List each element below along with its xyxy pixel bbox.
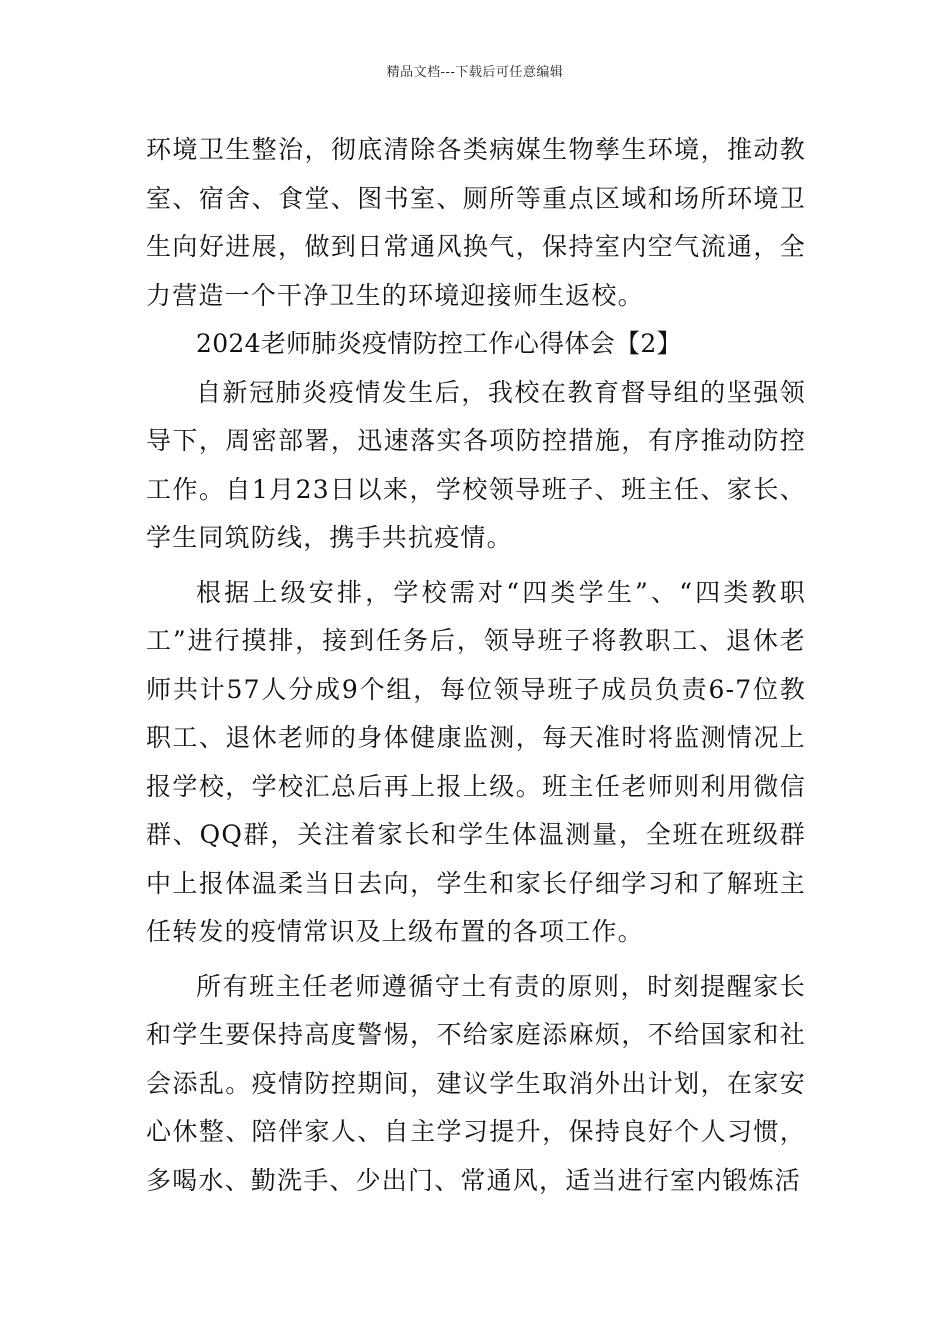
page-header: 精品文档---下载后可任意编辑 [386, 65, 564, 80]
paragraph: 自新冠肺炎疫情发生后，我校在教育督导组的坚强领导下，周密部署，迅速落实各项防控措施，有序推动防控工作。自1月23日以来，学校领导班子、班主任、家长、学生同筑防线，携手共抗疫情。 [146, 377, 806, 552]
section-heading: 2024老师肺炎疫情防控工作心得体会【2】 [196, 329, 682, 358]
paragraph: 所有班主任老师遵循守土有责的原则，时刻提醒家长和学生要保持高度警惕，不给家庭添麻烦，不给国家和社会添乱。疫情防控期间，建议学生取消外出计划，在家安心休整、陪伴家人、自主学习提升，保持良好个人习惯，多喝水、勤洗手、少出门、常通风，适当进行室内锻炼活 [146, 971, 806, 1195]
document-body [146, 126, 806, 1205]
paragraph: 根据上级安排，学校需对“四类学生”、“四类教职工”进行摸排，接到任务后，领导班子将教职工、退休老师共计57人分成9个组，每位领导班子成员负责6-7位教职工、退休老师的身体健康监测，每天准时将监测情况上报学校，学校汇总后再上报上级。班主任老师则利用微信群、QQ群，关注着家长和学生体温测量，全班在班级群中上报体温柔当日去向，学生和家长仔细学习和了解班主任转发的疫情常识及上级布置的各项工作。 [146, 577, 806, 946]
paragraph-continued: 环境卫生整治，彻底清除各类病媒生物孳生环境，推动教室、宿舍、食堂、图书室、厕所等重点区域和场所环境卫生向好进展，做到日常通风换气，保持室内空气流通，全力营造一个干净卫生的环境迎接师生返校。 [146, 135, 806, 310]
